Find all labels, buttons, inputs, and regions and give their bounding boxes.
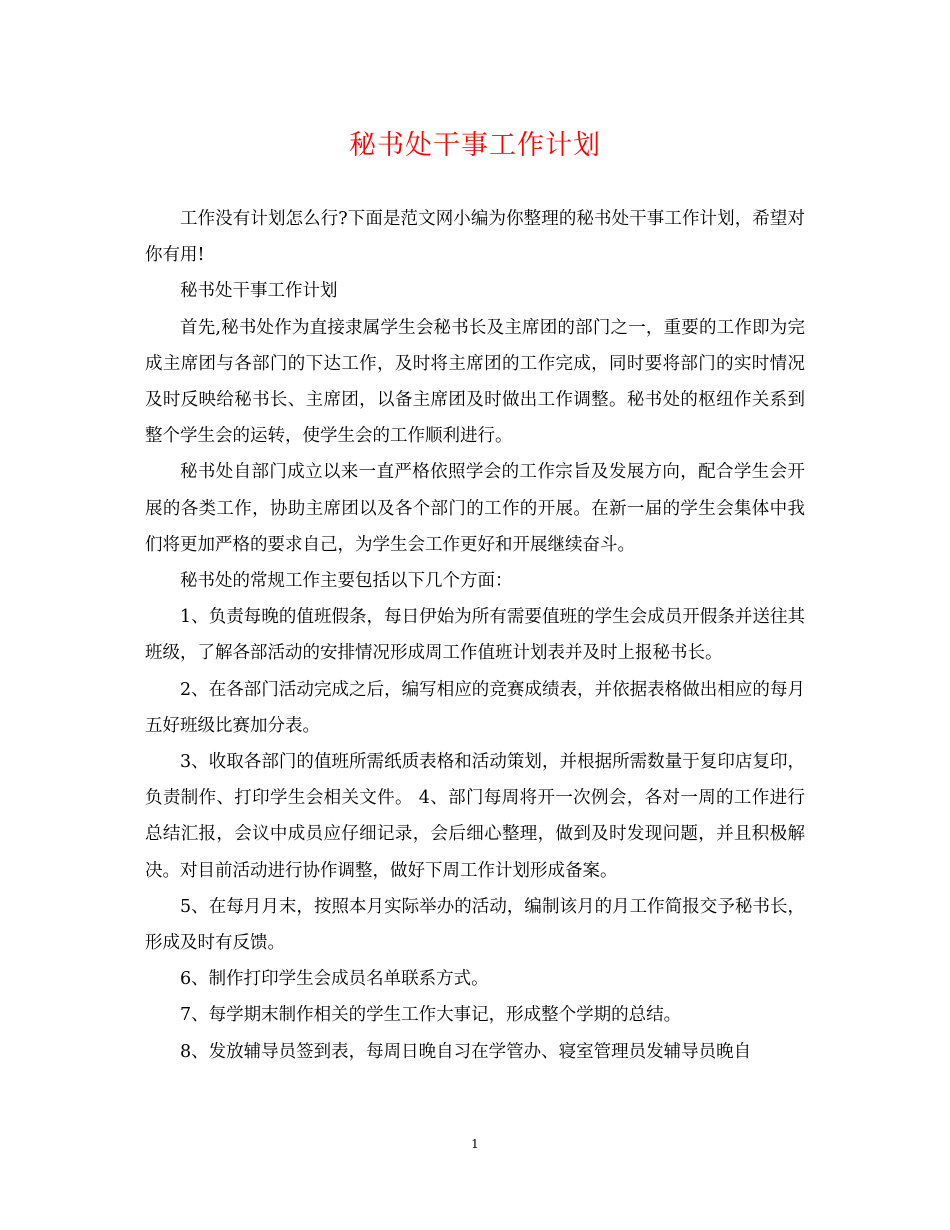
paragraph-subtitle: 秘书处干事工作计划 bbox=[180, 281, 338, 302]
page-number: 1 bbox=[471, 1137, 479, 1151]
list-item-duty-7: 7、每学期末制作相关的学生工作大事记，形成整个学期的总结。 bbox=[180, 1005, 682, 1026]
list-item-duty-1: 1、负责每晚的值班假条，每日伊始为所有需要值班的学生会成员开假条并送往其班级，了解各部活动的安排情况形成周工作值班计划表并及时上报秘书长。 bbox=[145, 607, 805, 664]
paragraph-overview: 首先,秘书处作为直接隶属学生会秘书长及主席团的部门之一，重要的工作即为完成主席团与各部门的下达工作，及时将主席团的工作完成，同时要将部门的实时情况及时反映给秘书长、主席团，以备主席团及时做出工作调整。秘书处的枢纽作关系到整个学生会的运转，使学生会的工作顺利进行。 bbox=[145, 317, 805, 447]
paragraph-duties-heading: 秘书处的常规工作主要包括以下几个方面： bbox=[180, 571, 513, 592]
list-item-duty-5: 5、在每月月末，按照本月实际举办的活动，编制该月的月工作简报交予秘书长，形成及时有反馈。 bbox=[145, 896, 805, 954]
paragraph-intro: 工作没有计划怎么行?下面是范文网小编为你整理的秘书处干事工作计划，希望对你有用! bbox=[145, 209, 805, 266]
list-item-duty-8: 8、发放辅导员签到表，每周日晚自习在学管办、寝室管理员发辅导员晚自 bbox=[180, 1041, 752, 1062]
paragraph-history: 秘书处自部门成立以来一直严格依照学会的工作宗旨及发展方向，配合学生会开展的各类工作，协助主席团以及各个部门的工作的开展。在新一届的学生会集体中我们将更加严格的要求自己，为学生会工作更好和开展继续奋斗。 bbox=[145, 462, 805, 555]
document-title: 秘书处干事工作计划 bbox=[349, 130, 601, 161]
list-item-duty-3-4: 3、收取各部门的值班所需纸质表格和活动策划，并根据所需数量于复印店复印，负责制作、打印学生会相关文件。 4、部门每周将开一次例会，各对一周的工作进行总结汇报，会议中成员应仔细记录，会后细心整理，做到及时发现问题，并且积极解决。对目前活动进行协作调整，做好下周工作计划形成备案。 bbox=[145, 752, 805, 881]
list-item-duty-2: 2、在各部门活动完成之后，编写相应的竞赛成绩表，并依据表格做出相应的每月五好班级比赛加分表。 bbox=[145, 679, 805, 736]
list-item-duty-6: 6、制作打印学生会成员名单联系方式。 bbox=[180, 969, 489, 990]
document-body bbox=[145, 201, 805, 1070]
